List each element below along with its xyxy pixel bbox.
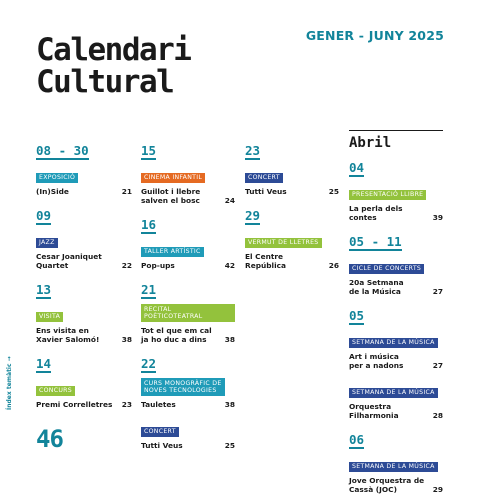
event-date: 14 xyxy=(36,356,52,371)
calendar-event xyxy=(349,231,443,296)
calendar-event xyxy=(349,305,443,370)
event-page-ref: 27 xyxy=(432,287,443,296)
event-page-ref: 38 xyxy=(121,335,132,344)
event-name: Tutti Veus xyxy=(141,441,183,450)
calendar-event xyxy=(141,214,235,270)
event-row[interactable] xyxy=(36,252,132,270)
title-line-1: Calendari xyxy=(36,32,191,68)
event-row[interactable] xyxy=(245,252,339,270)
event-category-tag: CICLE DE CONCERTS xyxy=(349,264,424,275)
event-date: 05 - 11 xyxy=(349,234,402,249)
calendar-event xyxy=(36,279,132,344)
event-page-ref: 25 xyxy=(328,187,339,196)
event-category-tag: EXPOSICIÓ xyxy=(36,173,78,184)
event-name: El Centre República xyxy=(245,252,286,270)
event-category-tag: SETMANA DE LA MÚSICA xyxy=(349,462,438,473)
event-row[interactable] xyxy=(141,326,235,344)
event-page-ref: 38 xyxy=(224,400,235,409)
event-row[interactable] xyxy=(349,204,443,222)
event-name: Cesar Joaniquet Quartet xyxy=(36,252,102,270)
calendar-event xyxy=(36,353,132,409)
event-page-ref: 39 xyxy=(432,213,443,222)
calendar-event xyxy=(141,418,235,450)
event-name: Ens visita en Xavier Salomó! xyxy=(36,326,100,344)
event-page-ref: 21 xyxy=(121,187,132,196)
column-3 xyxy=(245,140,339,279)
event-category-tag: VISITA xyxy=(36,312,63,323)
event-category-tag: VERMUT DE LLETRES xyxy=(245,238,322,249)
period-heading: GENER - JUNY 2025 xyxy=(305,28,444,43)
calendar-event xyxy=(349,157,443,222)
event-category-tag: CINEMA INFANTIL xyxy=(141,173,205,184)
event-row[interactable] xyxy=(349,278,443,296)
event-row[interactable] xyxy=(141,187,235,205)
event-date: 06 xyxy=(349,432,365,447)
event-category-tag: CONCERT xyxy=(141,427,179,438)
event-date: 21 xyxy=(141,282,157,297)
event-page-ref: 26 xyxy=(328,261,339,270)
event-page-ref: 29 xyxy=(432,485,443,494)
event-name: Tauletes xyxy=(141,400,176,409)
event-page-ref: 27 xyxy=(432,361,443,370)
calendar-event xyxy=(36,205,132,270)
event-date: 04 xyxy=(349,160,365,175)
event-row[interactable] xyxy=(349,476,443,494)
event-category-tag: CONCERT xyxy=(245,173,283,184)
event-name: La perla dels contes xyxy=(349,204,403,222)
column-1 xyxy=(36,140,132,418)
event-page-ref: 23 xyxy=(121,400,132,409)
event-row[interactable] xyxy=(36,400,132,409)
calendar-event xyxy=(245,140,339,196)
event-page-ref: 24 xyxy=(224,196,235,205)
event-row[interactable] xyxy=(141,261,235,270)
event-row[interactable] xyxy=(36,187,132,196)
event-name: Pop-ups xyxy=(141,261,175,270)
event-date: 23 xyxy=(245,143,261,158)
event-date: 22 xyxy=(141,356,157,371)
calendar-event xyxy=(349,429,443,494)
event-date: 15 xyxy=(141,143,157,158)
event-name: Orquestra Filharmonia xyxy=(349,402,399,420)
event-date: 13 xyxy=(36,282,52,297)
event-name: Jove Orquestra de Cassà (JOC) xyxy=(349,476,425,494)
event-row[interactable] xyxy=(245,187,339,196)
event-category-tag: SETMANA DE LA MÚSICA xyxy=(349,388,438,399)
event-date: 05 xyxy=(349,308,365,323)
event-date: 09 xyxy=(36,208,52,223)
event-category-tag: RECITAL POÈTICOTEATRAL xyxy=(141,304,235,322)
column-abril xyxy=(349,130,443,503)
event-name: Tutti Veus xyxy=(245,187,287,196)
calendar-event xyxy=(245,205,339,270)
calendar-event xyxy=(36,140,132,196)
event-page-ref: 28 xyxy=(432,411,443,420)
event-name: Premi Correlletres xyxy=(36,400,113,409)
event-category-tag: CONCURS xyxy=(36,386,75,397)
event-category-tag: PRESENTACIÓ LLIBRE xyxy=(349,190,426,201)
event-page-ref: 22 xyxy=(121,261,132,270)
title-line-2: Cultural xyxy=(36,64,174,100)
event-category-tag: CURS MONOGRÀFIC DE NOVES TECNOLOGIES xyxy=(141,378,225,396)
column-2 xyxy=(141,140,235,459)
event-category-tag: JAZZ xyxy=(36,238,58,249)
event-date: 29 xyxy=(245,208,261,223)
month-divider xyxy=(349,130,443,131)
event-category-tag: TALLER ARTÍSTIC xyxy=(141,247,204,258)
event-name: 20a Setmana de la Música xyxy=(349,278,404,296)
event-date: 08 - 30 xyxy=(36,143,89,158)
event-row[interactable] xyxy=(349,352,443,370)
abril-events xyxy=(349,157,443,494)
event-name: Guillot i llebre salven el bosc xyxy=(141,187,201,205)
calendar-event xyxy=(141,353,235,409)
event-row[interactable] xyxy=(36,326,132,344)
month-heading: Abril xyxy=(349,135,392,151)
event-page-ref: 25 xyxy=(224,441,235,450)
event-page-ref: 38 xyxy=(224,335,235,344)
event-page-ref: 42 xyxy=(224,261,235,270)
page-number: 46 xyxy=(36,425,63,453)
event-category-tag: SETMANA DE LA MÚSICA xyxy=(349,338,438,349)
calendar-event xyxy=(349,379,443,420)
event-name: Art i música per a nadons xyxy=(349,352,404,370)
event-row[interactable] xyxy=(141,441,235,450)
event-row[interactable] xyxy=(349,402,443,420)
event-date: 16 xyxy=(141,217,157,232)
event-name: Tot el que em cal ja ho duc a dins xyxy=(141,326,212,344)
event-row[interactable] xyxy=(141,400,235,409)
event-name: (In)Side xyxy=(36,187,69,196)
page-title xyxy=(36,34,190,98)
thematic-index-link[interactable]: Índex temàtic → xyxy=(6,356,13,410)
calendar-event xyxy=(141,279,235,344)
calendar-event xyxy=(141,140,235,205)
